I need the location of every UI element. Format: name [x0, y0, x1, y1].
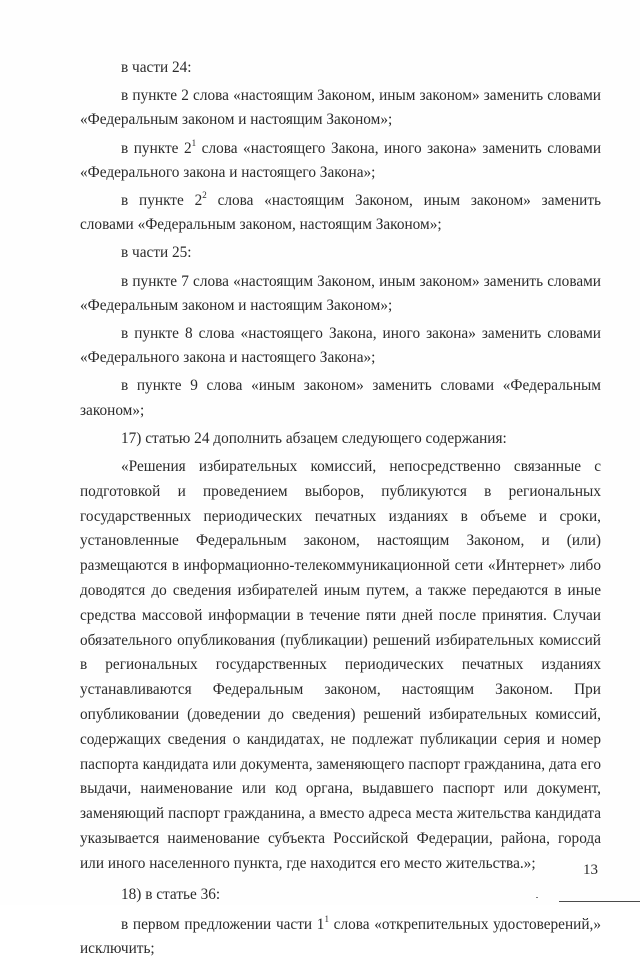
paragraph-text: в части 25:	[121, 244, 192, 262]
paragraph-text: «Решения избирательных комиссий, непосредственно связанные с подготовкой и проведением выборов, публикуются в региональных государственных периодических печатных изданиях в объеме и сроки, установленные Федеральным законом, настоящим Законом, и (или) размещаются в информационно-телекоммуникационной сети «Интернет» либо доводятся до сведения избирателей иным путем, а также передаются в иные средства массовой информации в течение пяти дней после принятия. Случаи обязательного опубликования (публикации) решений избирательных комиссий в региональных государственных периодических печатных изданиях устанавливаются Федеральным законом, настоящим Законом. При опубликовании (доведении до сведения) решений избирательных комиссий, содержащих сведения о кандидатах, не подлежат публикации серия и номер паспорта кандидата или документа, заменяющего паспорт гражданина, дата его выдачи, наименование или код органа, выдавшего паспорт или документ, заменяющий паспорт гражданина, а вместо адреса места жительства кандидата указывается наименование субъекта Российской Федерации, района, города или иного населенного пункта, где находится его место жительства.»;	[80, 458, 601, 872]
page-number: 13	[583, 862, 598, 878]
paragraph-item-7	[80, 270, 601, 318]
paragraph-text: в первом предложении части 1	[121, 915, 325, 933]
paragraph-text: слова «настоящим Законом, иным законом» заменить словами «Федеральным законом, настоящим Законом»;	[80, 192, 601, 234]
document-body	[80, 56, 601, 961]
paragraph-item-9	[80, 374, 601, 422]
paragraph-item-2-1	[80, 137, 601, 185]
superscript-index: 1	[191, 137, 197, 148]
paragraph-item-8	[80, 322, 601, 370]
paragraph-text: 17) статью 24 дополнить абзацем следующего содержания:	[121, 429, 507, 447]
paragraph-quoted-decision	[80, 455, 601, 877]
paragraph-text: слова «открепительных удостоверений,» исключить;	[80, 915, 601, 957]
paragraph-text: слова «настоящего Закона, иного закона» заменить словами «Федерального закона и настоящего Закона»;	[80, 139, 602, 181]
paragraph-item-2	[80, 84, 601, 132]
paragraph-text: в пункте 2	[121, 192, 203, 210]
paragraph-text: в пункте 8 слова «настоящего Закона, иного закона» заменить словами «Федерального закона и настоящего Закона»;	[80, 325, 601, 367]
scan-speck	[536, 897, 538, 898]
paragraph-article-36	[80, 883, 601, 907]
paragraph-article-24	[80, 427, 601, 451]
paragraph-part-24	[80, 56, 601, 80]
paragraph-part-25	[80, 241, 601, 265]
paragraph-text: в части 24:	[121, 59, 192, 76]
paragraph-text: в пункте 2	[121, 139, 192, 157]
superscript-index: 2	[202, 189, 207, 200]
paragraph-text: в пункте 7 слова «настоящим Законом, иным законом» заменить словами «Федеральным законом и настоящим Законом»;	[80, 272, 601, 314]
paragraph-text: в пункте 2 слова «настоящим Законом, иным законом» заменить словами «Федеральным законом и настоящим Законом»;	[80, 87, 601, 129]
paragraph-part-1-1	[80, 913, 601, 961]
paragraph-text: 18) в статье 36:	[121, 885, 221, 903]
paragraph-item-2-2	[80, 189, 601, 237]
paragraph-text: в пункте 9 слова «иным законом» заменить словами «Федеральным законом»;	[80, 377, 601, 419]
footer-rule	[559, 901, 640, 902]
superscript-index: 1	[324, 913, 329, 924]
